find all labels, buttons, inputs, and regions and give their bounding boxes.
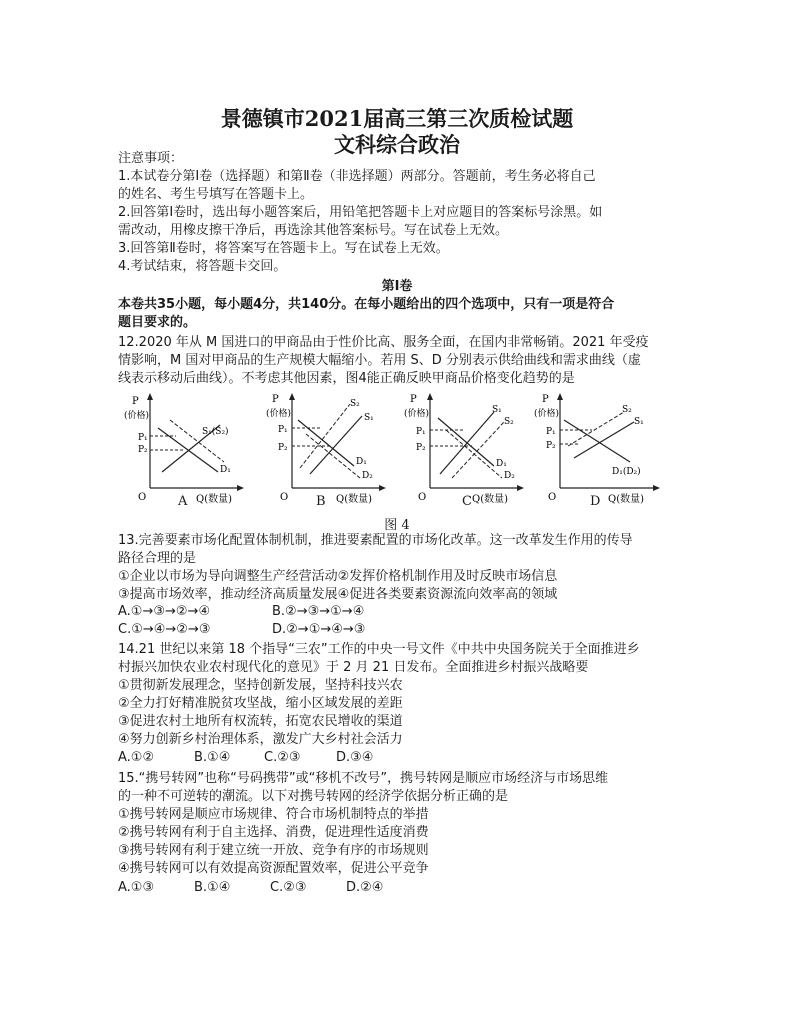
demand-curve bbox=[564, 420, 630, 462]
graph-d-letter: D bbox=[590, 494, 601, 509]
question-14-option-d[interactable]: D.③④ bbox=[336, 750, 374, 765]
question-14-text: 14.21 世纪以来第 18 个指导“三农”工作的中央一号文件《中共中央国务院关于全面推进乡 bbox=[118, 642, 640, 657]
supply-label: S₁(S₂) bbox=[202, 427, 229, 437]
quantity-axis-label: Q(数量) bbox=[196, 494, 233, 505]
p2-label: P₂ bbox=[138, 445, 148, 455]
graph-c-letter: C bbox=[462, 494, 472, 509]
demand-label: D₁ bbox=[220, 465, 231, 475]
notes-line: 1.本试卷分第Ⅰ卷（选择题）和第Ⅱ卷（非选择题）两部分。答题前，考生务必将自己 bbox=[118, 169, 596, 184]
demand-label: D₁ bbox=[356, 457, 367, 467]
question-12-text: 12.2020 年从 M 国进口的甲商品由于性价比高、服务全面，在国内非常畅销。2021 年受疫 bbox=[118, 335, 649, 350]
demand-curve-shifted bbox=[446, 430, 502, 478]
quantity-axis-label: Q(数量) bbox=[336, 494, 373, 505]
supply-label: S₂ bbox=[350, 399, 360, 409]
question-15-statement: ②携号转网有利于自主选择、消费，促进理性适度消费 bbox=[118, 825, 429, 840]
supply-label: S₁ bbox=[492, 405, 502, 415]
notes-line: 的姓名、考生号填写在答题卡上。 bbox=[118, 187, 314, 202]
question-15-option-c[interactable]: C.②③ bbox=[270, 880, 307, 895]
p2-label: P₂ bbox=[546, 441, 556, 451]
question-12-text: 情影响，M 国对甲商品的生产规模大幅缩小。若用 S、D 分别表示供给曲线和需求曲线（虚 bbox=[118, 353, 641, 368]
origin-label: O bbox=[280, 492, 289, 503]
p1-label: P₁ bbox=[416, 427, 426, 437]
figure-caption: 图 4 bbox=[384, 518, 410, 533]
origin-label: O bbox=[548, 492, 557, 503]
question-14-option-a[interactable]: A.①② bbox=[118, 750, 155, 765]
supply-curve bbox=[574, 422, 634, 458]
question-14-statement: ①贯彻新发展理念，坚持创新发展，坚持科技兴农 bbox=[118, 678, 403, 693]
question-13-option-a[interactable]: A.①→③→②→④ bbox=[118, 604, 211, 619]
question-13-option-d[interactable]: D.②→①→④→③ bbox=[272, 622, 366, 637]
p2-label: P₂ bbox=[278, 443, 288, 453]
price-unit-label: (价格) bbox=[266, 409, 292, 419]
page-title: 景德镇市2021届高三第三次质检试题 bbox=[220, 106, 574, 131]
p1-label: P₁ bbox=[138, 433, 148, 443]
demand-label-2: D₂ bbox=[504, 471, 515, 481]
p2-label: P₂ bbox=[416, 443, 426, 453]
demand-label: D₁(D₂) bbox=[612, 467, 641, 477]
p1-label: P₁ bbox=[546, 427, 556, 437]
graph-a-letter: A bbox=[178, 494, 188, 509]
question-15-statement: ①携号转网是顺应市场规律、符合市场机制特点的举措 bbox=[118, 807, 429, 822]
question-14-statement: ③促进农村土地所有权流转，拓宽农民增收的渠道 bbox=[118, 714, 403, 729]
supply-label-2: S₂ bbox=[504, 417, 514, 427]
quantity-axis-label: Q(数量) bbox=[472, 494, 509, 505]
price-axis-label: P bbox=[272, 394, 279, 405]
notes-heading: 注意事项： bbox=[118, 151, 184, 166]
price-axis-label: P bbox=[132, 396, 139, 407]
question-14-statement: ②全力打好精准脱贫攻坚战，缩小区域发展的差距 bbox=[118, 696, 403, 711]
origin-label: O bbox=[418, 492, 427, 503]
page-subtitle: 文科综合政治 bbox=[334, 132, 460, 157]
price-axis-label: P bbox=[542, 394, 549, 405]
graph-b-letter: B bbox=[316, 494, 326, 509]
question-13-statement: ③提高市场效率，推动经济高质量发展④促进各类要素资源流向效率高的领域 bbox=[118, 587, 558, 602]
question-14-option-b[interactable]: B.①④ bbox=[194, 750, 231, 765]
supply-label-2: S₁ bbox=[634, 417, 644, 427]
question-15-option-b[interactable]: B.①④ bbox=[194, 880, 231, 895]
notes-line: 4.考试结束，将答题卡交回。 bbox=[118, 259, 287, 274]
question-14-text: 村振兴加快农业农村现代化的意见》于 2 月 21 日发布。全面推进乡村振兴战略要 bbox=[118, 660, 589, 675]
demand-curve-shifted bbox=[306, 434, 360, 478]
question-15-option-d[interactable]: D.②④ bbox=[346, 880, 384, 895]
question-15-text: 15.“携号转网”也称“号码携带”或“移机不改号”，携号转网是顺应市场经济与市场思维 bbox=[118, 771, 609, 786]
demand-label: D₁ bbox=[496, 459, 507, 469]
question-13-text: 路径合理的是 bbox=[118, 551, 197, 566]
question-14-statement: ④努力创新乡村治理体系，激发广大乡村社会活力 bbox=[118, 732, 403, 747]
notes-line: 需改动，用橡皮擦干净后，再选涂其他答案标号。写在试卷上无效。 bbox=[118, 223, 509, 238]
price-axis-label: P bbox=[410, 394, 417, 405]
supply-curve-shifted bbox=[300, 404, 350, 468]
demand-label-2: D₂ bbox=[362, 471, 373, 481]
question-12-text: 线表示移动后曲线）。不考虑其他因素，图4能正确反映甲商品价格变化趋势的是 bbox=[118, 371, 575, 386]
question-15-statement: ④携号转网可以有效提高资源配置效率，促进公平竞争 bbox=[118, 861, 429, 876]
section-title: 第Ⅰ卷 bbox=[381, 279, 413, 294]
origin-label: O bbox=[138, 492, 147, 503]
notes-line: 2.回答第Ⅰ卷时，选出每小题答案后，用铅笔把答题卡上对应题目的答案标号涂黑。如 bbox=[118, 205, 603, 220]
section-instruction: 题目要求的。 bbox=[118, 315, 197, 330]
supply-label: S₂ bbox=[622, 405, 632, 415]
supply-demand-graph-a bbox=[120, 390, 255, 512]
section-instruction: 本卷共35小题，每小题4分，共140分。在每小题给出的四个选项中，只有一项是符合 bbox=[118, 297, 615, 312]
supply-label-2: S₁ bbox=[364, 413, 374, 423]
price-unit-label: (价格) bbox=[404, 409, 430, 419]
question-14-option-c[interactable]: C.②③ bbox=[264, 750, 301, 765]
p1-label: P₁ bbox=[278, 425, 288, 435]
supply-demand-graph-b bbox=[262, 390, 397, 512]
price-unit-label: (价格) bbox=[124, 411, 150, 421]
notes-line: 3.回答第Ⅱ卷时，将答案写在答题卡上。写在试卷上无效。 bbox=[118, 241, 449, 256]
question-15-text: 的一种不可逆转的潮流。以下对携号转网的经济学依据分析正确的是 bbox=[118, 789, 509, 804]
question-13-statement: ①企业以市场为导向调整生产经营活动②发挥价格机制作用及时反映市场信息 bbox=[118, 569, 558, 584]
question-13-option-b[interactable]: B.②→③→①→④ bbox=[272, 604, 365, 619]
question-13-text: 13.完善要素市场化配置体制机制，推进要素配置的市场化改革。这一改革发生作用的传导 bbox=[118, 533, 633, 548]
quantity-axis-label: Q(数量) bbox=[608, 494, 645, 505]
question-13-option-c[interactable]: C.①→④→②→③ bbox=[118, 622, 211, 637]
price-unit-label: (价格) bbox=[534, 409, 560, 419]
supply-curve bbox=[310, 416, 362, 474]
demand-curve bbox=[298, 420, 354, 466]
question-15-statement: ③携号转网有利于建立统一开放、竞争有序的市场规则 bbox=[118, 843, 429, 858]
question-15-option-a[interactable]: A.①③ bbox=[118, 880, 155, 895]
